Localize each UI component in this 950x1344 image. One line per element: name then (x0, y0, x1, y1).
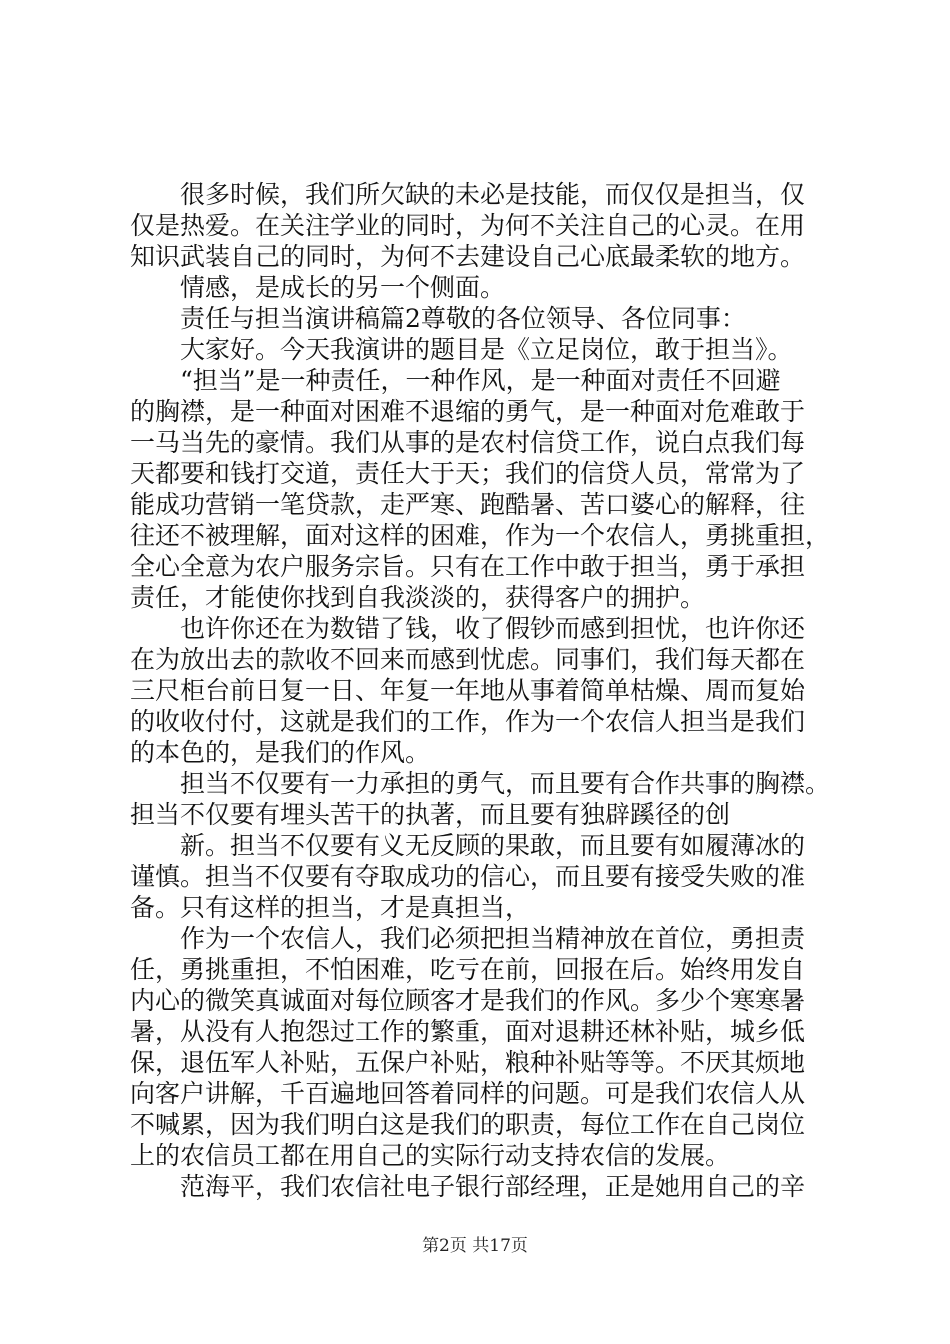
text-line: 在为放出去的款收不回来而感到忧虑。同事们，我们每天都在 (130, 645, 806, 674)
text-line: 保，退伍军人补贴，五保户补贴，粮种补贴等等。不厌其烦地 (130, 1048, 806, 1077)
text-line: 一马当先的豪情。我们从事的是农村信贷工作，说白点我们每 (130, 428, 806, 457)
paragraph-first-line: 情感，是成长的另一个侧面。 (180, 273, 506, 302)
paragraph-first-line: “担当”是一种责任，一种作风，是一种面对责任不回避 (180, 366, 781, 395)
text-line: 全心全意为农户服务宗旨。只有在工作中敢于担当，勇于承担 (130, 552, 806, 581)
text-line: 备。只有这样的担当，才是真担当， (130, 893, 531, 922)
paragraph-first-line: 也许你还在为数错了钱，收了假钞而感到担忧，也许你还 (180, 614, 806, 643)
text-line: 责任，才能使你找到自我淡淡的，获得客户的拥护。 (130, 583, 706, 612)
text-line: 暑，从没有人抱怨过工作的繁重，面对退耕还林补贴，城乡低 (130, 1017, 806, 1046)
paragraph-first-line: 担当不仅要有一力承担的勇气，而且要有合作共事的胸襟。 (180, 769, 831, 798)
text-line: 的本色的，是我们的作风。 (130, 738, 431, 767)
paragraph-first-line: 大家好。今天我演讲的题目是《立足岗位，敢于担当》。 (180, 335, 793, 364)
paragraph-first-line: 作为一个农信人，我们必须把担当精神放在首位，勇担责 (180, 924, 806, 953)
text-line: 谨慎。担当不仅要有夺取成功的信心，而且要有接受失败的准 (130, 862, 806, 891)
text-line: 上的农信员工都在用自己的实际行动支持农信的发展。 (130, 1141, 731, 1170)
paragraph-first-line: 责任与担当演讲稿篇2尊敬的各位领导、各位同事： (180, 304, 746, 333)
text-line: 的收收付付，这就是我们的工作，作为一个农信人担当是我们 (130, 707, 806, 736)
text-line: 的胸襟，是一种面对困难不退缩的勇气，是一种面对危难敢于 (130, 397, 806, 426)
paragraph-first-line: 很多时候，我们所欠缺的未必是技能，而仅仅是担当，仅 (180, 180, 806, 209)
text-line: 担当不仅要有埋头苦干的执著，而且要有独辟蹊径的创 (130, 800, 731, 829)
text-line: 任，勇挑重担，不怕困难，吃亏在前，回报在后。始终用发自 (130, 955, 806, 984)
text-line: 内心的微笑真诚面对每位顾客才是我们的作风。多少个寒寒暑 (130, 986, 806, 1015)
text-line: 向客户讲解，千百遍地回答着同样的问题。可是我们农信人从 (130, 1079, 806, 1108)
paragraph-first-line: 新。担当不仅要有义无反顾的果敢，而且要有如履薄冰的 (180, 831, 806, 860)
paragraph-first-line: 范海平，我们农信社电子银行部经理，正是她用自己的辛 (180, 1172, 806, 1201)
text-line: 往还不被理解，面对这样的困难，作为一个农信人，勇挑重担， (130, 521, 831, 550)
text-line: 知识武装自己的同时，为何不去建设自己心底最柔软的地方。 (130, 242, 806, 271)
text-line: 三尺柜台前日复一日、年复一年地从事着简单枯燥、周而复始 (130, 676, 806, 705)
text-line: 不喊累，因为我们明白这是我们的职责，每位工作在自己岗位 (130, 1110, 806, 1139)
text-line: 天都要和钱打交道，责任大于天；我们的信贷人员，常常为了 (130, 459, 806, 488)
text-line: 仅是热爱。在关注学业的同时，为何不关注自己的心灵。在用 (130, 211, 806, 240)
text-line: 能成功营销一笔贷款，走严寒、跑酷暑、苦口婆心的解释，往 (130, 490, 806, 519)
page-footer: 第2页 共17页 (422, 1236, 528, 1256)
